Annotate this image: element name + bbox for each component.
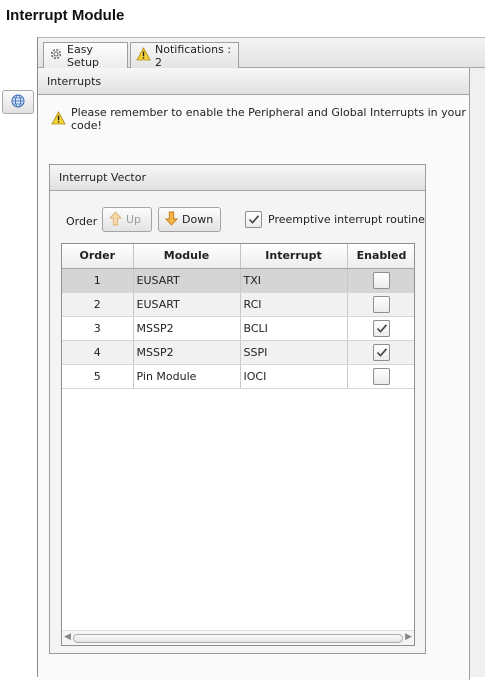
cell-interrupt: TXI xyxy=(240,268,347,292)
cell-enabled xyxy=(347,340,415,364)
tab-bar xyxy=(38,38,485,68)
column-header-enabled[interactable]: Enabled xyxy=(347,244,415,268)
move-up-label: Up xyxy=(126,213,142,226)
table-row[interactable] xyxy=(62,340,415,364)
page-title: Interrupt Module xyxy=(6,7,125,24)
tab-easy-setup-label: Easy Setup xyxy=(67,42,100,69)
horizontal-scrollbar[interactable] xyxy=(62,630,414,645)
warning-text: Please remember to enable the Peripheral and Global Interrupts in your code! xyxy=(71,106,466,132)
interrupts-panel-header: Interrupts xyxy=(38,68,469,95)
order-label: Order xyxy=(66,215,98,228)
cell-enabled xyxy=(347,268,415,292)
column-header-interrupt[interactable]: Interrupt xyxy=(240,244,347,268)
move-down-label: Down xyxy=(182,213,214,226)
cell-enabled xyxy=(347,316,415,340)
interrupt-table xyxy=(61,243,415,646)
interrupt-vector-panel xyxy=(49,164,426,654)
globe-icon xyxy=(11,94,25,111)
enabled-checkbox[interactable] xyxy=(373,368,390,385)
cell-interrupt: IOCI xyxy=(240,364,347,388)
cell-module: EUSART xyxy=(133,268,240,292)
tab-notifications[interactable] xyxy=(130,42,239,68)
cell-interrupt: BCLI xyxy=(240,316,347,340)
cell-interrupt: SSPI xyxy=(240,340,347,364)
warning-icon xyxy=(51,111,66,128)
preemptive-label: Preemptive interrupt routine xyxy=(268,213,425,226)
enabled-checkbox[interactable] xyxy=(373,296,390,313)
arrow-up-icon xyxy=(109,211,122,229)
move-down-button[interactable] xyxy=(158,207,221,232)
table-header-row xyxy=(62,244,415,268)
scroll-right-icon[interactable]: ▶ xyxy=(405,632,412,642)
enabled-checkbox[interactable] xyxy=(373,320,390,337)
cell-module: MSSP2 xyxy=(133,316,240,340)
warning-icon xyxy=(136,47,151,64)
easy-setup-content xyxy=(38,68,470,680)
cell-enabled xyxy=(347,364,415,388)
scroll-left-icon[interactable]: ◀ xyxy=(64,632,71,642)
enabled-checkbox[interactable] xyxy=(373,344,390,361)
interrupt-vector-header: Interrupt Vector xyxy=(50,165,425,191)
globe-button[interactable] xyxy=(2,90,34,114)
table-row[interactable] xyxy=(62,292,415,316)
preemptive-checkbox[interactable] xyxy=(245,211,262,228)
cell-order: 2 xyxy=(62,292,133,316)
cell-order: 4 xyxy=(62,340,133,364)
move-up-button[interactable] xyxy=(102,207,152,232)
gear-icon xyxy=(49,47,63,64)
cell-order: 3 xyxy=(62,316,133,340)
cell-order: 5 xyxy=(62,364,133,388)
preemptive-option[interactable] xyxy=(245,211,425,228)
cell-order: 1 xyxy=(62,268,133,292)
column-header-module[interactable]: Module xyxy=(133,244,240,268)
table-row[interactable] xyxy=(62,268,415,292)
enabled-checkbox[interactable] xyxy=(373,272,390,289)
tab-notifications-label: Notifications : 2 xyxy=(155,42,232,69)
column-header-order[interactable]: Order xyxy=(62,244,133,268)
module-editor xyxy=(37,37,485,677)
table-row[interactable] xyxy=(62,364,415,388)
cell-module: MSSP2 xyxy=(133,340,240,364)
tab-easy-setup[interactable] xyxy=(43,42,128,68)
table-row[interactable] xyxy=(62,316,415,340)
cell-enabled xyxy=(347,292,415,316)
cell-module: Pin Module xyxy=(133,364,240,388)
interrupt-warning xyxy=(51,106,469,132)
cell-module: EUSART xyxy=(133,292,240,316)
scroll-thumb[interactable] xyxy=(73,634,403,643)
arrow-down-icon xyxy=(165,211,178,229)
cell-interrupt: RCI xyxy=(240,292,347,316)
